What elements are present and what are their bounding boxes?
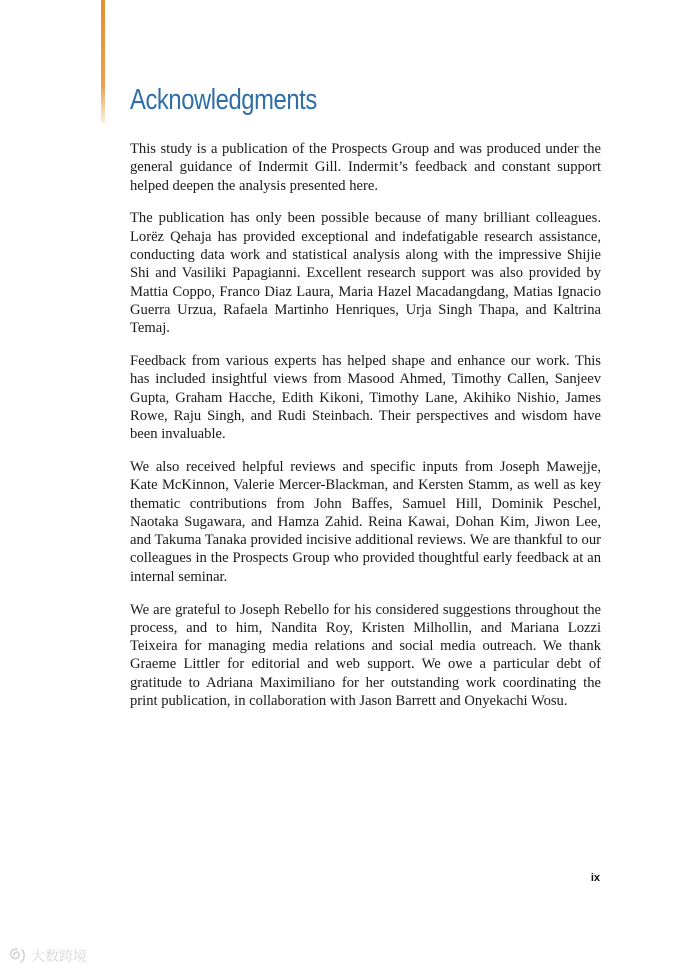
paragraph-1: This study is a publication of the Prospects Group and was produced under the general guidance of Indermit Gill. Indermit’s feedback and constant support helped deepen the analysis presented here. [130,141,601,194]
orange-accent-bar [101,0,105,123]
page-title: Acknowledgments [130,84,317,116]
spiral-logo-icon [6,946,28,966]
watermark [6,946,87,966]
paragraph-2: The publication has only been possible because of many brilliant colleagues. Lorëz Qehaja has provided exceptional and indefatigable research assistance, conducting data work and statistical analysis along with the impressive Shijie Shi and Vasiliki Papagianni. Excellent research support was also provided by Mattia Coppo, Franco Diaz Laura, Maria Hazel Macadangdang, Matias Ignacio Guerra Urzua, Rafaela Martinho Henriques, Urja Singh Thapa, and Kaltrina Temaj. [130,210,601,337]
paragraph-5: We are grateful to Joseph Rebello for his considered suggestions throughout the process, and to him, Nandita Roy, Kristen Milhollin, and Mariana Lozzi Teixeira for managing media relations and social media outreach. We thank Graeme Littler for editorial and web support. We owe a particular debt of gratitude to Adriana Maximiliano for her outstanding work coordinating the print publication, in collaboration with Jason Barrett and Onyekachi Wosu. [130,601,601,710]
body-text [130,140,601,725]
paragraph-4: We also received helpful reviews and specific inputs from Joseph Mawejje, Kate McKinnon, Valerie Mercer-Blackman, and Kersten Stamm, as well as key thematic contributions from John Baffes, Samuel Hill, Dominik Peschel, Naotaka Sugawara, and Hamza Zahid. Reina Kawai, Dohan Kim, Jiwon Lee, and Takuma Tanaka provided incisive additional reviews. We are thankful to our colleagues in the Prospects Group who provided thoughtful early feedback at an internal seminar. [130,458,601,585]
watermark-text: 大数跨境 [31,949,87,965]
page-number: ix [590,872,600,884]
paragraph-3: Feedback from various experts has helped shape and enhance our work. This has included insightful views from Masood Ahmed, Timothy Callen, Sanjeev Gupta, Graham Hacche, Edith Kikoni, Timothy Lane, Akihiko Nishio, James Rowe, Raju Singh, and Rudi Steinbach. Their perspectives and wisdom have been invaluable. [130,352,601,443]
